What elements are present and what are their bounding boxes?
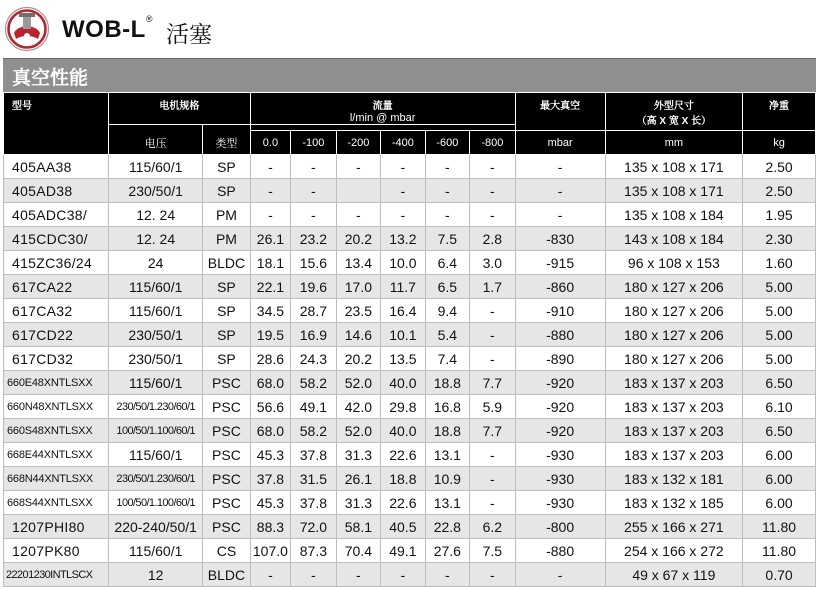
cell-voltage: 24 [109,251,203,275]
cell-voltage: 115/60/1 [109,539,203,563]
header-dims [605,93,743,131]
cell-flow: 49.1 [381,539,425,563]
cell-model: 668S44XNTLSXX [4,491,109,515]
table-row [4,467,816,491]
cell-max-vacuum: - [515,203,605,227]
cell-voltage: 100/50/1.100/60/1 [109,419,203,443]
header-model: 型号 [4,93,109,155]
cell-weight: 0.70 [743,563,816,587]
header-type: 类型 [203,125,251,155]
cell-flow: 88.3 [250,515,290,539]
cell-flow: 42.0 [336,395,380,419]
header-dims-unit: mm [605,131,743,155]
cell-flow: 31.3 [336,491,380,515]
cell-max-vacuum: - [515,179,605,203]
cell-weight: 11.80 [743,515,816,539]
cell-flow: - [470,347,516,371]
cell-max-vacuum: -920 [515,395,605,419]
cell-type: PSC [203,371,251,395]
header-motor-spec: 电机规格 [109,93,251,125]
cell-flow: - [336,203,380,227]
cell-max-vacuum: -930 [515,443,605,467]
cell-flow: - [470,563,516,587]
cell-flow: - [250,563,290,587]
cell-flow: - [425,179,469,203]
cell-weight: 1.60 [743,251,816,275]
vacuum-performance-table [3,92,816,587]
cell-flow: 45.3 [250,443,290,467]
header-voltage: 电压 [109,125,203,155]
cell-max-vacuum: - [515,563,605,587]
table-row [4,323,816,347]
cell-flow: 68.0 [250,371,290,395]
table-row [4,251,816,275]
cell-flow: 37.8 [291,443,337,467]
cell-type: PSC [203,467,251,491]
cell-flow: 7.7 [470,419,516,443]
cell-model: 668E44XNTLSXX [4,443,109,467]
cell-flow: - [470,323,516,347]
cell-type: PSC [203,395,251,419]
cell-flow: 17.0 [336,275,380,299]
cell-type: PM [203,227,251,251]
cell-flow: 13.2 [381,227,425,251]
cell-flow: 87.3 [291,539,337,563]
cell-max-vacuum: -910 [515,299,605,323]
cell-voltage: 12 [109,563,203,587]
cell-dims: 183 x 132 x 185 [605,491,743,515]
cell-voltage: 230/50/1.230/60/1 [109,395,203,419]
table-row [4,419,816,443]
cell-type: PSC [203,515,251,539]
cell-max-vacuum: -915 [515,251,605,275]
cell-dims: 180 x 127 x 206 [605,323,743,347]
header-flow-unit: l/min @ mbar [349,112,416,124]
table-row [4,155,816,179]
cell-model: 405ADC38/ [4,203,109,227]
cell-flow: 18.8 [425,371,469,395]
table-row [4,371,816,395]
cell-flow: 13.1 [425,443,469,467]
cell-model: 1207PK80 [4,539,109,563]
cell-flow: 26.1 [336,467,380,491]
cell-flow: 5.9 [470,395,516,419]
cell-max-vacuum: -890 [515,347,605,371]
cell-flow: - [470,491,516,515]
cell-max-vacuum: -860 [515,275,605,299]
cell-type: BLDC [203,251,251,275]
cell-flow: 16.4 [381,299,425,323]
cell-model: 415CDC30/ [4,227,109,251]
header-max-vacuum-unit: mbar [515,131,605,155]
header-flow-point: 0.0 [250,131,290,155]
cell-flow: 18.8 [425,419,469,443]
cell-voltage: 12. 24 [109,203,203,227]
cell-model: 1207PHI80 [4,515,109,539]
cell-max-vacuum: -830 [515,227,605,251]
cell-type: SP [203,347,251,371]
cell-flow: 56.6 [250,395,290,419]
cell-flow: 58.1 [336,515,380,539]
cell-flow: 13.4 [336,251,380,275]
table-row [4,347,816,371]
gardner-denver-logo-icon [4,6,50,52]
cell-type: PSC [203,443,251,467]
cell-flow [336,179,380,203]
cell-flow: 23.2 [291,227,337,251]
cell-dims: 183 x 137 x 203 [605,419,743,443]
cell-flow: - [470,155,516,179]
cell-dims: 49 x 67 x 119 [605,563,743,587]
cell-flow: 28.6 [250,347,290,371]
cell-flow: 40.0 [381,419,425,443]
cell-dims: 135 x 108 x 184 [605,203,743,227]
cell-model: 617CD22 [4,323,109,347]
cell-flow: - [470,467,516,491]
table-row [4,491,816,515]
table-body [4,155,816,587]
cell-max-vacuum: -930 [515,491,605,515]
cell-model: 617CA22 [4,275,109,299]
cell-flow: 1.7 [470,275,516,299]
cell-flow: 10.0 [381,251,425,275]
cell-weight: 6.00 [743,467,816,491]
header-flow-point: -800 [470,131,516,155]
cell-flow: 6.4 [425,251,469,275]
cell-weight: 6.50 [743,371,816,395]
cell-flow: - [425,563,469,587]
cell-flow: - [381,155,425,179]
table-row [4,179,816,203]
cell-flow: - [291,155,337,179]
cell-weight: 11.80 [743,539,816,563]
cell-weight: 2.50 [743,179,816,203]
cell-weight: 6.00 [743,491,816,515]
cell-flow: - [336,563,380,587]
cell-dims: 254 x 166 x 272 [605,539,743,563]
cell-flow: 18.1 [250,251,290,275]
cell-flow: 58.2 [291,419,337,443]
cell-model: 617CD32 [4,347,109,371]
cell-type: PSC [203,491,251,515]
cell-max-vacuum: -880 [515,539,605,563]
cell-model: 405AD38 [4,179,109,203]
cell-flow: - [291,179,337,203]
cell-max-vacuum: - [515,155,605,179]
cell-model: 660S48XNTLSXX [4,419,109,443]
cell-flow: 107.0 [250,539,290,563]
cell-dims: 143 x 108 x 184 [605,227,743,251]
cell-flow: 23.5 [336,299,380,323]
cell-voltage: 230/50/1 [109,179,203,203]
cell-flow: - [425,155,469,179]
table-row [4,227,816,251]
cell-flow: 37.8 [291,491,337,515]
cell-flow: 7.5 [470,539,516,563]
table-row [4,515,816,539]
cell-flow: 3.0 [470,251,516,275]
cell-flow: 14.6 [336,323,380,347]
cell-flow: 20.2 [336,347,380,371]
cell-voltage: 115/60/1 [109,275,203,299]
cell-weight: 6.50 [743,419,816,443]
header-weight-unit: kg [743,131,816,155]
cell-flow: 68.0 [250,419,290,443]
cell-weight: 5.00 [743,347,816,371]
cell-flow: 9.4 [425,299,469,323]
cell-flow: 40.0 [381,371,425,395]
cell-max-vacuum: -920 [515,419,605,443]
cell-dims: 135 x 108 x 171 [605,179,743,203]
cell-flow: 29.8 [381,395,425,419]
cell-flow: 7.7 [470,371,516,395]
cell-flow: - [470,179,516,203]
cell-weight: 2.30 [743,227,816,251]
header-dims-label: 外型尺寸 [653,101,694,112]
cell-flow: 19.6 [291,275,337,299]
cell-dims: 96 x 108 x 153 [605,251,743,275]
cell-flow: 40.5 [381,515,425,539]
cell-flow: 13.5 [381,347,425,371]
header-dims-sub: （高 X 宽 X 长） [636,116,712,127]
cell-flow: 22.6 [381,491,425,515]
header-weight: 净重 [743,93,816,131]
cell-max-vacuum: -930 [515,467,605,491]
cell-model: 660N48XNTLSXX [4,395,109,419]
cell-flow: 6.2 [470,515,516,539]
cell-type: CS [203,539,251,563]
cell-flow: - [381,563,425,587]
table-row [4,539,816,563]
cell-type: SP [203,275,251,299]
cell-dims: 183 x 137 x 203 [605,371,743,395]
cell-max-vacuum: -800 [515,515,605,539]
cell-flow: - [250,179,290,203]
cell-type: SP [203,155,251,179]
cell-type: BLDC [203,563,251,587]
cell-flow: 34.5 [250,299,290,323]
cell-weight: 1.95 [743,203,816,227]
table-row [4,395,816,419]
cell-flow: - [291,203,337,227]
brand-subtitle: 活塞 [166,22,212,48]
cell-model: 617CA32 [4,299,109,323]
cell-weight: 6.00 [743,443,816,467]
header-flow-label: 流量 [372,101,393,112]
cell-voltage: 230/50/1 [109,323,203,347]
cell-flow: - [470,443,516,467]
cell-flow: 28.7 [291,299,337,323]
cell-flow: 58.2 [291,371,337,395]
cell-voltage: 230/50/1.230/60/1 [109,467,203,491]
cell-flow: 5.4 [425,323,469,347]
cell-flow: 2.8 [470,227,516,251]
header-flow [250,93,515,125]
cell-weight: 5.00 [743,323,816,347]
cell-type: SP [203,299,251,323]
cell-flow: 45.3 [250,491,290,515]
cell-flow: - [470,203,516,227]
cell-flow: 7.4 [425,347,469,371]
table-row [4,203,816,227]
cell-flow: 31.3 [336,443,380,467]
header-flow-point: -400 [381,131,425,155]
cell-dims: 135 x 108 x 171 [605,155,743,179]
cell-flow: 10.1 [381,323,425,347]
cell-flow: 11.7 [381,275,425,299]
cell-dims: 180 x 127 x 206 [605,275,743,299]
cell-voltage: 220-240/50/1 [109,515,203,539]
cell-flow: 19.5 [250,323,290,347]
cell-flow: 16.9 [291,323,337,347]
table-row [4,563,816,587]
table-row [4,299,816,323]
cell-flow: 18.8 [381,467,425,491]
cell-flow: 22.1 [250,275,290,299]
cell-voltage: 115/60/1 [109,299,203,323]
cell-type: PSC [203,419,251,443]
cell-flow: - [381,203,425,227]
cell-flow: 72.0 [291,515,337,539]
page-header [0,0,818,58]
header-flow-point: -100 [291,131,337,155]
cell-voltage: 100/50/1.100/60/1 [109,491,203,515]
cell-flow: 15.6 [291,251,337,275]
cell-flow: - [470,299,516,323]
cell-model: 660E48XNTLSXX [4,371,109,395]
cell-type: SP [203,323,251,347]
cell-flow: 22.6 [381,443,425,467]
cell-voltage: 115/60/1 [109,443,203,467]
header-flow-point: -600 [425,131,469,155]
cell-type: PM [203,203,251,227]
cell-weight: 5.00 [743,275,816,299]
table-row [4,443,816,467]
cell-flow: 31.5 [291,467,337,491]
cell-flow: 6.5 [425,275,469,299]
cell-flow: - [250,203,290,227]
cell-flow: 52.0 [336,419,380,443]
cell-max-vacuum: -920 [515,371,605,395]
cell-dims: 183 x 132 x 181 [605,467,743,491]
cell-dims: 180 x 127 x 206 [605,347,743,371]
cell-voltage: 115/60/1 [109,155,203,179]
cell-flow: 20.2 [336,227,380,251]
section-bar [3,58,816,93]
table-row [4,275,816,299]
cell-model: 22201230INTLSCX [4,563,109,587]
cell-dims: 183 x 137 x 203 [605,443,743,467]
cell-flow: - [381,179,425,203]
section-title: 真空性能 [12,67,89,89]
cell-flow: 13.1 [425,491,469,515]
cell-model: 415ZC36/24 [4,251,109,275]
cell-flow: 16.8 [425,395,469,419]
cell-weight: 5.00 [743,299,816,323]
cell-weight: 2.50 [743,155,816,179]
cell-dims: 183 x 137 x 203 [605,395,743,419]
header-max-vacuum: 最大真空 [515,93,605,131]
cell-flow: - [425,203,469,227]
cell-voltage: 12. 24 [109,227,203,251]
cell-flow: 27.6 [425,539,469,563]
cell-dims: 255 x 166 x 271 [605,515,743,539]
cell-flow: 10.9 [425,467,469,491]
cell-model: 405AA38 [4,155,109,179]
cell-voltage: 230/50/1 [109,347,203,371]
brand-name: WOB-L® [62,14,153,43]
cell-dims: 180 x 127 x 206 [605,299,743,323]
cell-flow: 7.5 [425,227,469,251]
cell-voltage: 115/60/1 [109,371,203,395]
cell-flow: 70.4 [336,539,380,563]
header-flow-point: -200 [336,131,380,155]
cell-flow: 49.1 [291,395,337,419]
cell-flow: 52.0 [336,371,380,395]
cell-type: SP [203,179,251,203]
cell-max-vacuum: -880 [515,323,605,347]
cell-flow: 24.3 [291,347,337,371]
cell-weight: 6.10 [743,395,816,419]
cell-flow: 26.1 [250,227,290,251]
cell-flow: 22.8 [425,515,469,539]
cell-flow: 37.8 [250,467,290,491]
cell-flow: - [250,155,290,179]
cell-flow: - [291,563,337,587]
cell-model: 668N44XNTLSXX [4,467,109,491]
cell-flow: - [336,155,380,179]
